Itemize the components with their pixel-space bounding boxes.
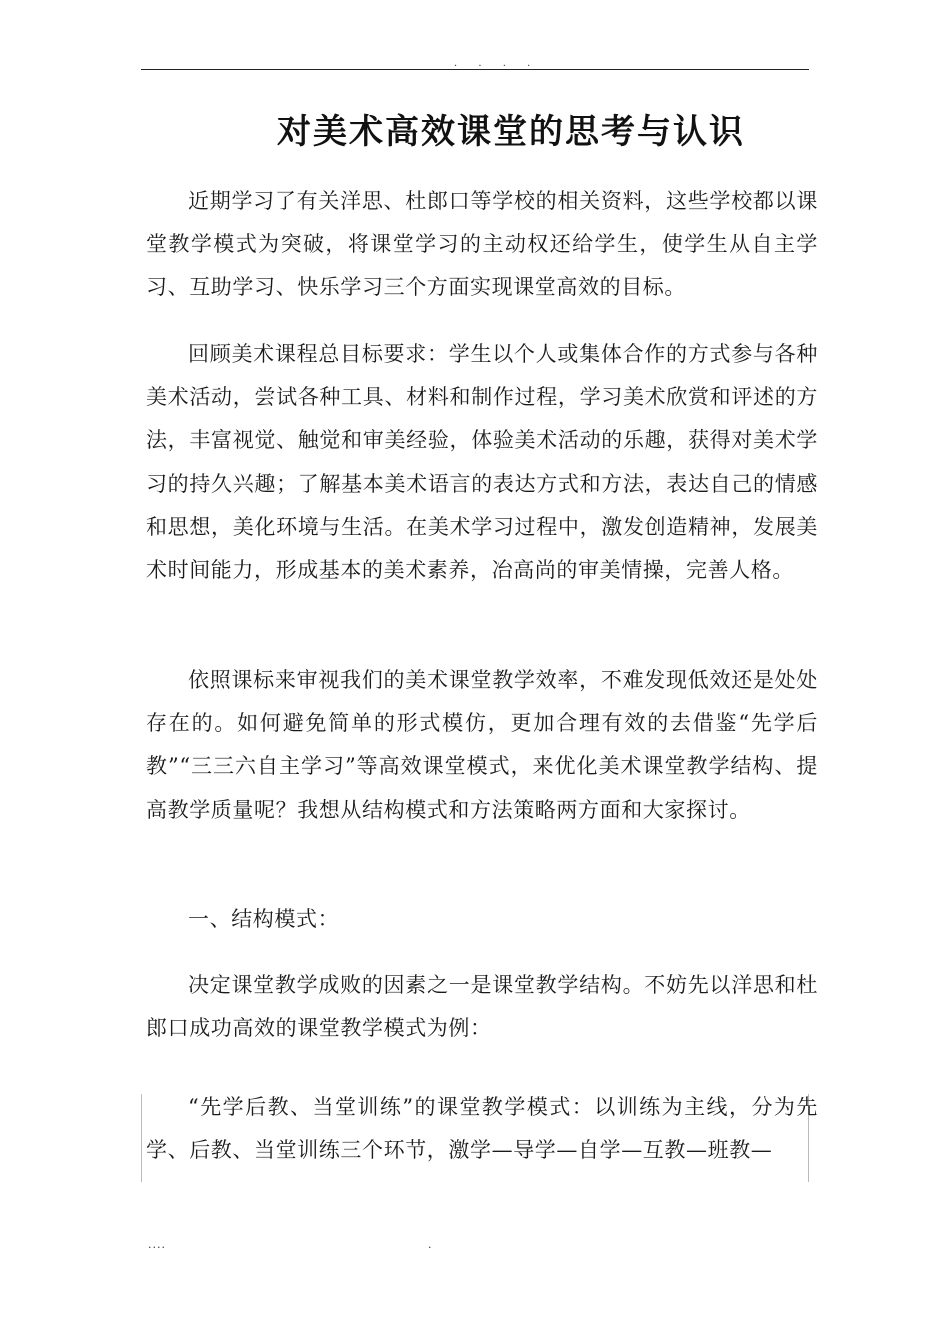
margin-rule-left bbox=[141, 1094, 142, 1182]
paragraph-reflection: 依照课标来审视我们的美术课堂教学效率，不难发现低效还是处处存在的。如何避免简单的形式模仿，更加合理有效的去借鉴“先学后教”“三三六自主学习”等高效课堂模式，来优化美术课堂教学结构、提高教学质量呢？我想从结构模式和方法策略两方面和大家探讨。 bbox=[146, 668, 818, 822]
paragraph-curriculum-goals: 回顾美术课程总目标要求：学生以个人或集体合作的方式参与各种美术活动，尝试各种工具、材料和制作过程，学习美术欣赏和评述的方法，丰富视觉、触觉和审美经验，体验美术活动的乐趣，获得对美术学习的持久兴趣；了解基本美术语言的表达方式和方法，表达自己的情感和思想，美化环境与生活。在美术学习过程中，激发创造精神，发展美术时间能力，形成基本的美术素养，冶高尚的审美情操，完善人格。 bbox=[146, 342, 818, 583]
paragraph-teaching-structure: 决定课堂教学成败的因素之一是课堂教学结构。不妨先以洋思和杜郎口成功高效的课堂教学模式为例： bbox=[146, 973, 818, 1041]
header-rule bbox=[141, 69, 809, 70]
footer-dot-center: . bbox=[428, 1238, 432, 1251]
paragraph-intro: 近期学习了有关洋思、杜郎口等学校的相关资料，这些学校都以课堂教学模式为突破，将课堂学习的主动权还给学生，使学生从自主学习、互助学习、快乐学习三个方面实现课堂高效的目标。 bbox=[146, 189, 818, 300]
paragraph-teaching-model: “先学后教、当堂训练”的课堂教学模式：以训练为主线，分为先学、后教、当堂训练三个环节，激学—导学—自学—互教—班教— bbox=[146, 1095, 818, 1163]
section-heading-structure: 一、结构模式： bbox=[188, 907, 340, 931]
header-dots: . . . . bbox=[454, 58, 540, 69]
footer-dots-left: .... bbox=[148, 1238, 166, 1251]
document-title: 对美术高效课堂的思考与认识 bbox=[277, 111, 745, 152]
